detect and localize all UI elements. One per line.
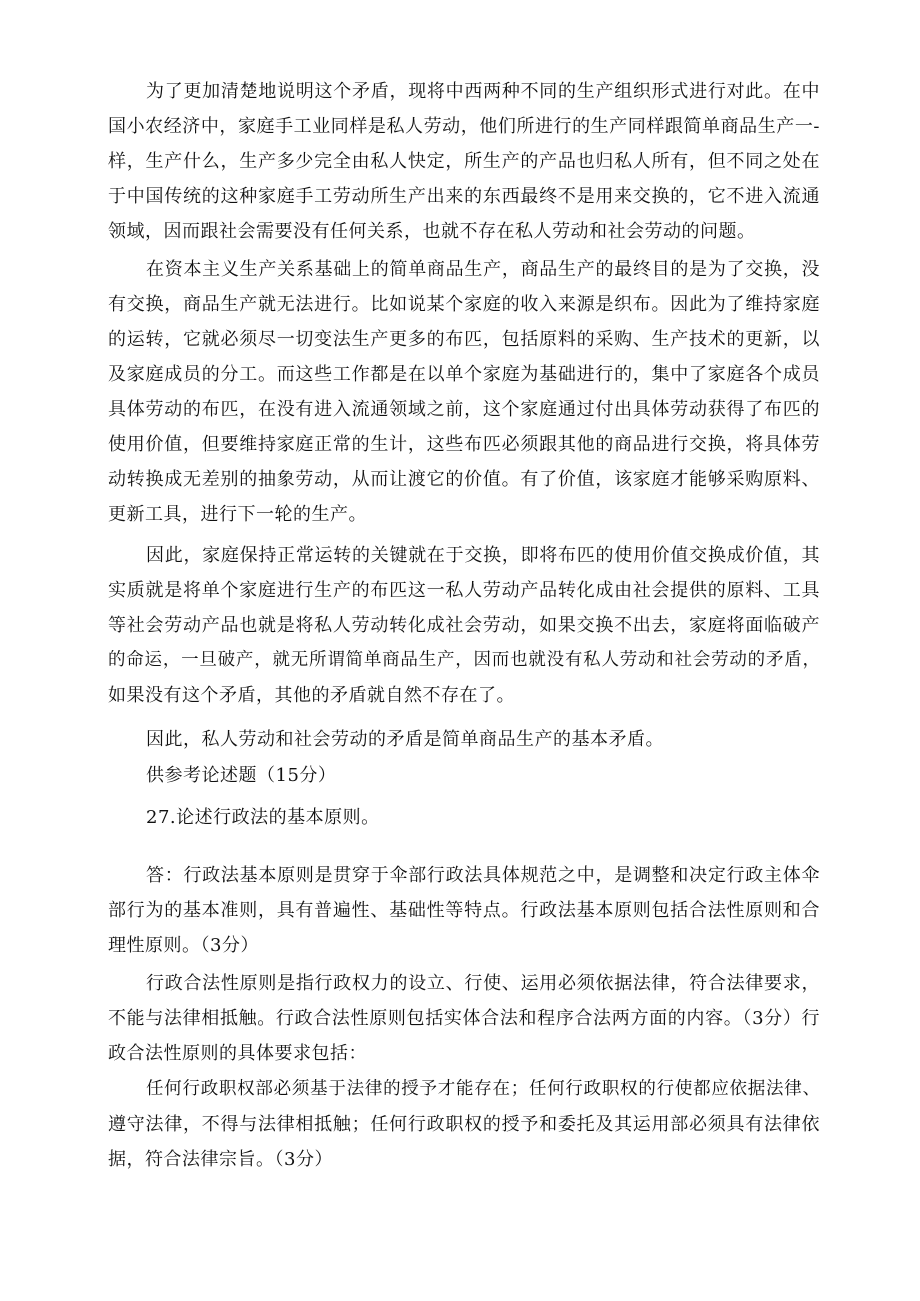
text-line: 样，生产什么，生产多少完全由私人快定，所生产的产品也归私人所有，但不同之处在 (108, 151, 820, 172)
text-line: 政合法性原则的具体要求包括： (108, 1043, 367, 1064)
text-line: 任何行政职权部必须基于法律的授予才能存在；任何行政职权的行使都应依据法律、 (146, 1079, 820, 1099)
text-line: 的命运，一旦破产，就无所谓简单商品生产，因而也就没有私人劳动和社会劳动的矛盾， (108, 650, 820, 670)
text-line: 不能与法律相抵触。行政合法性原则包括实体合法和程序合法两方面的内容。（3分）行 (108, 1008, 820, 1029)
section-heading (108, 758, 820, 793)
text-line: 为了更加清楚地说明这个矛盾，现将中西两种不同的生产组织形式进行对此。在中 (146, 81, 820, 102)
section-title: 供参考论述题（15分） (146, 765, 337, 786)
text-line: 如果没有这个矛盾，其他的矛盾就自然不存在了。 (108, 685, 515, 706)
answer-paragraph-1 (108, 858, 820, 963)
text-line: 部行为的基本准则，具有普遍性、基础性等特点。行政法基本原则包括合法性原则和合 (108, 900, 820, 921)
text-line: 据，符合法律宗旨。（3分） (108, 1149, 333, 1170)
text-line: 国小农经济中，家庭手工业同样是私人劳动，他们所进行的生产同样跟简单商品生产一- (108, 116, 820, 137)
text-line: 理性原则。（3分） (108, 935, 259, 956)
text-line: 实质就是将单个家庭进行生产的布匹这一私人劳动产品转化成由社会提供的原料、工具 (108, 580, 820, 601)
text-line: 领域，因而跟社会需要没有任何关系，也就不存在私人劳动和社会劳动的问题。 (108, 221, 756, 242)
text-line: 等社会劳动产品也就是将私人劳动转化成社会劳动，如果交换不出去，家庭将面临破产 (108, 615, 820, 636)
text-line: 因此，私人劳动和社会劳动的矛盾是简单商品生产的基本矛盾。 (146, 729, 664, 750)
text-line: 遵守法律，不得与法律相抵触；任何行政职权的授予和委托及其运用部必须具有法律依 (108, 1114, 820, 1135)
text-line: 动转换成无差别的抽象劳动，从而让渡它的价值。有了价值，该家庭才能够采购原料、 (108, 469, 820, 490)
text-line: 于中国传统的这种家庭手工劳动所生产出来的东西最终不是用来交换的，它不进入流通 (108, 186, 820, 207)
question-text: 27.论述行政法的基本原则。 (146, 807, 380, 828)
text-line: 使用价值，但要维持家庭正常的生计，这些布匹必须跟其他的商品进行交换，将具体劳 (108, 434, 820, 455)
paragraph-1 (108, 74, 820, 249)
answer-paragraph-2 (108, 966, 820, 1071)
text-line: 在资本主义生产关系基础上的简单商品生产，商品生产的最终目的是为了交换，没 (146, 259, 820, 280)
text-line: 及家庭成员的分工。而这些工作都是在以单个家庭为基础进行的，集中了家庭各个成员 (108, 364, 820, 385)
text-line: 因此，家庭保持正常运转的关键就在于交换，即将布匹的使用价值交换成价值，其 (146, 545, 820, 566)
paragraph-3 (108, 538, 820, 713)
question-27 (108, 800, 820, 835)
text-line: 有交换，商品生产就无法进行。比如说某个家庭的收入来源是织布。因此为了维持家庭 (108, 294, 820, 315)
text-line: 更新工具，进行下一轮的生产。 (108, 504, 367, 525)
text-line: 行政合法性原则是指行政权力的设立、行使、运用必须依据法律，符合法律要求， (146, 973, 820, 994)
answer-paragraph-3 (108, 1072, 820, 1177)
paragraph-conclusion (108, 722, 820, 757)
text-line: 答：行政法基本原则是贯穿于伞部行政法具体规范之中，是调整和决定行政主体伞 (146, 865, 820, 886)
text-line: 具体劳动的布匹，在没有进入流通领域之前，这个家庭通过付出具体劳动获得了布匹的 (108, 399, 820, 420)
paragraph-2 (108, 252, 820, 532)
text-line: 的运转，它就必须尽一切变法生产更多的布匹，包括原料的采购、生产技术的更新，以 (108, 329, 820, 350)
